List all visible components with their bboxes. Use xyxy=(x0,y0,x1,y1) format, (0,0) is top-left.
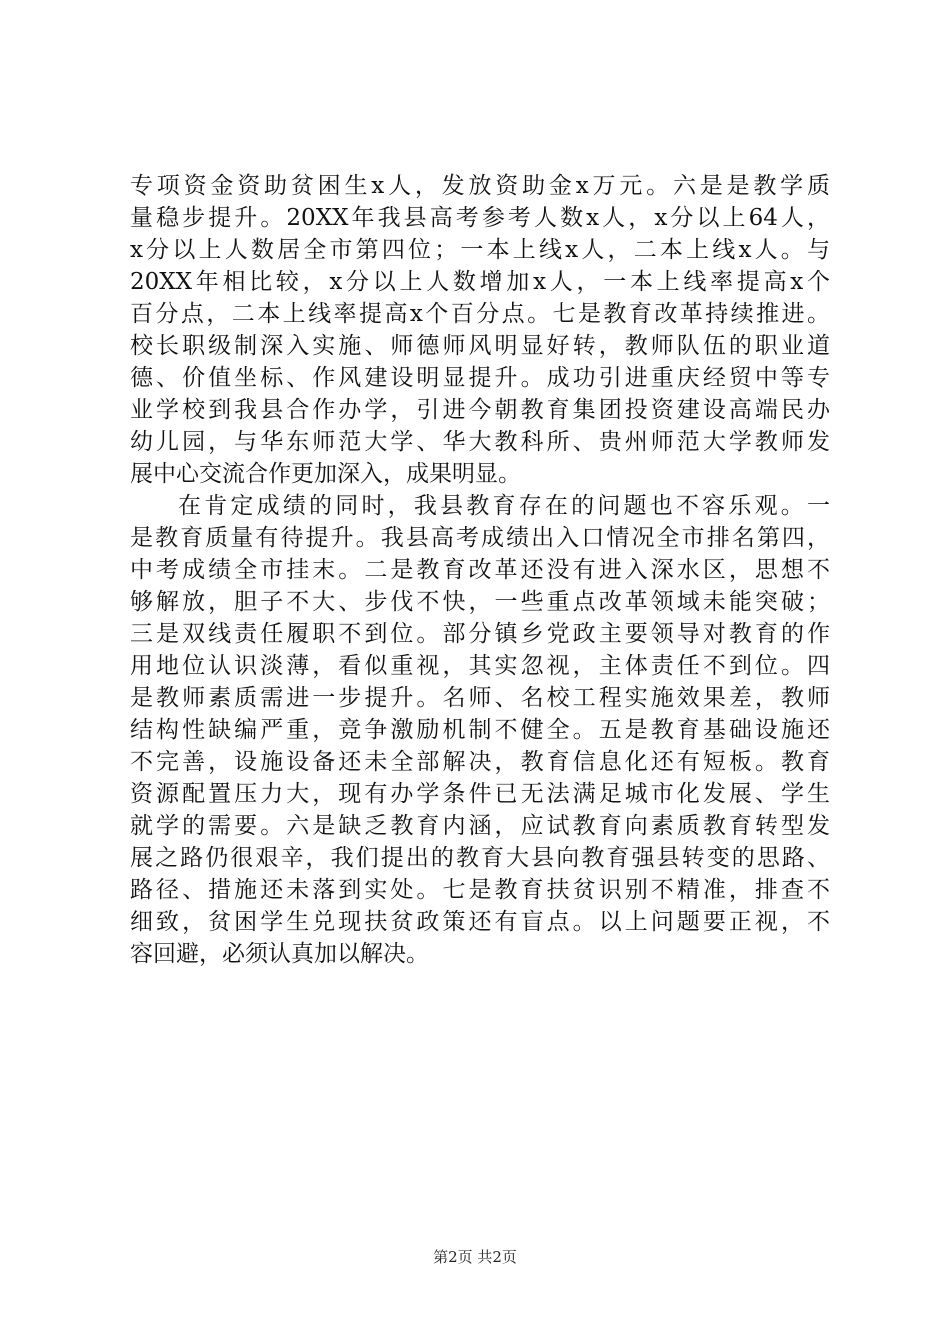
text-line: 20XX年相比较，x分以上人数增加x人，一本上线率提高x个 xyxy=(130,269,830,295)
text-line: 不完善，设施设备还未全部解决，教育信息化还有短板。教育 xyxy=(130,749,830,775)
text-line: 百分点，二本上线率提高x个百分点。七是教育改革持续推进。 xyxy=(130,301,830,327)
text-line: 校长职级制深入实施、师德师风明显好转，教师队伍的职业道 xyxy=(130,333,830,359)
text-line: x分以上人数居全市第四位；一本上线x人，二本上线x人。与 xyxy=(130,237,830,263)
text-line: 资源配置压力大，现有办学条件已无法满足城市化发展、学生 xyxy=(130,781,830,807)
text-line: 用地位认识淡薄，看似重视，其实忽视，主体责任不到位。四 xyxy=(130,653,830,679)
text-line: 细致，贫困学生兑现扶贫政策还有盲点。以上问题要正视，不 xyxy=(130,909,830,935)
text-line: 专项资金资助贫困生x人，发放资助金x万元。六是是教学质 xyxy=(130,173,830,199)
text-line: 展之路仍很艰辛，我们提出的教育大县向教育强县转变的思路、 xyxy=(130,845,830,871)
text-line: 幼儿园，与华东师范大学、华大教科所、贵州师范大学教师发 xyxy=(130,429,830,455)
text-line: 是教师素质需进一步提升。名师、名校工程实施效果差，教师 xyxy=(130,685,830,711)
document-body xyxy=(130,170,830,970)
text-line: 展中心交流合作更加深入，成果明显。 xyxy=(130,461,521,487)
text-line: 够解放，胆子不大、步伐不快，一些重点改革领域未能突破； xyxy=(130,589,830,615)
text-line: 路径、措施还未落到实处。七是教育扶贫识别不精准，排查不 xyxy=(130,877,830,903)
text-line: 中考成绩全市挂末。二是教育改革还没有进入深水区，思想不 xyxy=(130,557,830,583)
text-line: 在肯定成绩的同时，我县教育存在的问题也不容乐观。一 xyxy=(178,493,830,519)
text-line: 业学校到我县合作办学，引进今朝教育集团投资建设高端民办 xyxy=(130,397,830,423)
paragraph-1 xyxy=(130,170,830,490)
text-line: 容回避，必须认真加以解决。 xyxy=(130,941,429,967)
paragraph-2 xyxy=(130,490,830,970)
text-line: 结构性缺编严重，竞争激励机制不健全。五是教育基础设施还 xyxy=(130,717,830,743)
text-line: 就学的需要。六是缺乏教育内涵，应试教育向素质教育转型发 xyxy=(130,813,830,839)
text-line: 量稳步提升。20XX年我县高考参考人数x人，x分以上64人， xyxy=(130,205,830,231)
text-line: 是教育质量有待提升。我县高考成绩出入口情况全市排名第四， xyxy=(130,525,830,551)
text-line: 德、价值坐标、作风建设明显提升。成功引进重庆经贸中等专 xyxy=(130,365,830,391)
page-number-footer: 第2页 共2页 xyxy=(433,1248,517,1266)
text-line: 三是双线责任履职不到位。部分镇乡党政主要领导对教育的作 xyxy=(130,621,830,647)
